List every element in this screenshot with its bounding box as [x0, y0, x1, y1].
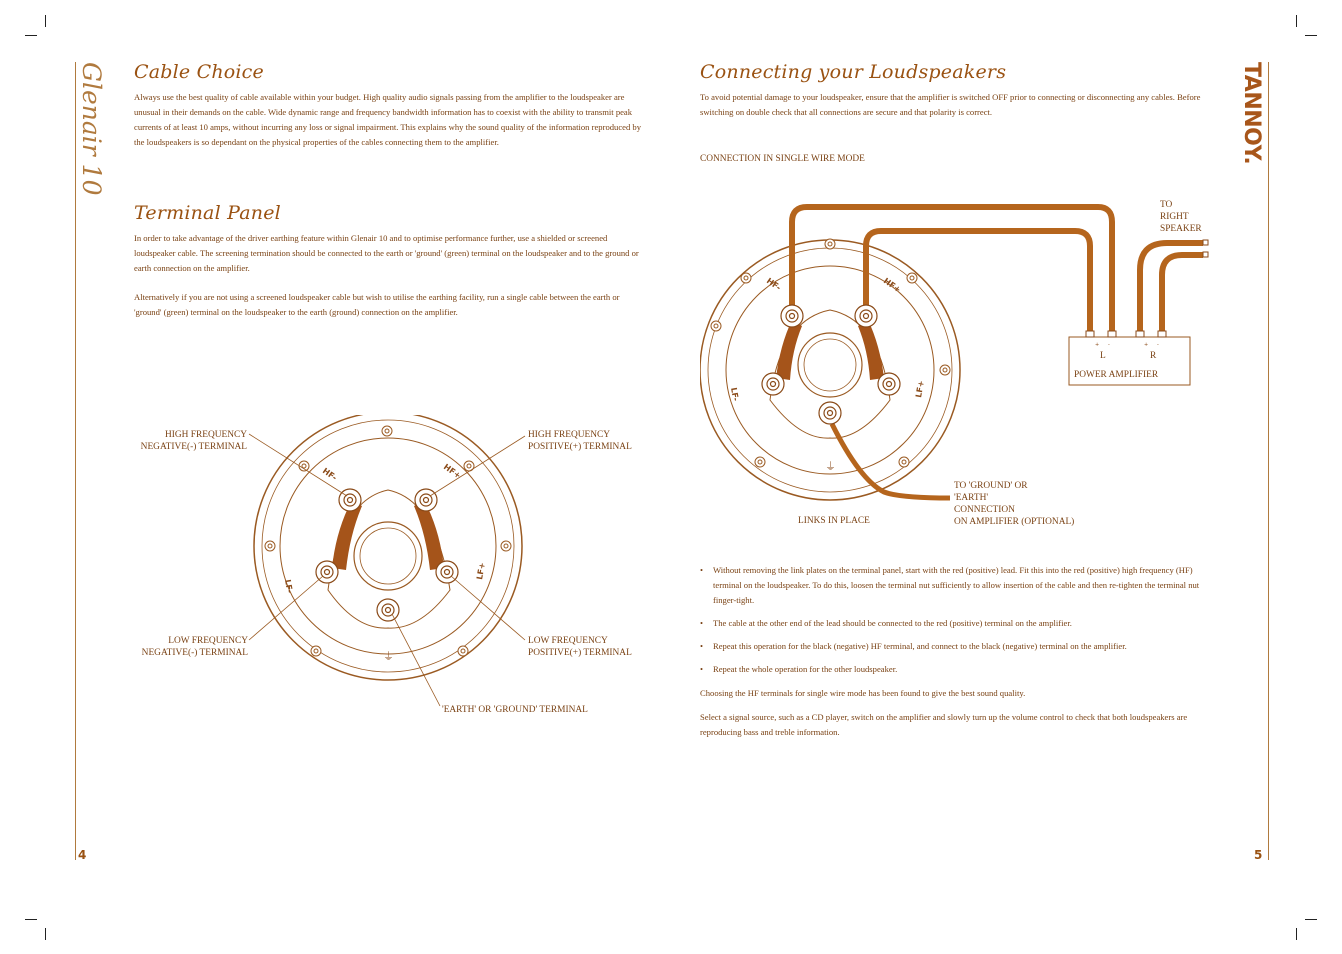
instruction-list [700, 563, 1210, 685]
amp-right-channel: R [1150, 351, 1157, 361]
crop-mark [25, 919, 37, 920]
hf-positive-label: HIGH FREQUENCY POSITIVE(+) TERMINAL [528, 430, 632, 452]
hf-terminals-note: Choosing the HF terminals for single wire mode has been found to give the best sound quality. [700, 688, 1026, 698]
terminal-panel-heading: Terminal Panel [134, 202, 281, 224]
tannoy-logo: TANNOY. [1239, 62, 1264, 165]
to-right-speaker-label: TO RIGHT SPEAKER [1160, 200, 1202, 234]
hf-pos-mark: HF+ [881, 276, 903, 295]
lf-neg-mark: LF- [729, 386, 741, 402]
connecting-intro: To avoid potential damage to your loudspeaker, ensure that the amplifier is switched OFF prior to connecting or disconnecting any cables. Before switching on double check that all connections are secure and that polarity is correct. [700, 92, 1201, 117]
cable-choice-heading: Cable Choice [134, 61, 264, 83]
crop-mark [45, 928, 46, 940]
terminal-panel-body-1: In order to take advantage of the driver earthing feature within Glenair 10 and to optimise performance further, use a shielded or screened loudspeaker cable. The screening termination should be connected to the earth or 'ground' (green) terminal on the loudspeaker and to the ground or earth connection on the amplifier. [134, 233, 639, 273]
ground-symbol: ⏚ [825, 460, 836, 473]
lf-negative-label: LOW FREQUENCY NEGATIVE(-) TERMINAL [141, 636, 248, 658]
terminal-panel-body-2: Alternatively if you are not using a screened loudspeaker cable but wish to utilise the earthing facility, run a single cable between the earth or 'ground' (green) terminal on the loudspeaker to the earth (ground) connection on the amplifier. [134, 292, 620, 317]
ground-connection-label: TO 'GROUND' OR 'EARTH' CONNECTION ON AMPLIFIER (OPTIONAL) [954, 481, 1075, 527]
ground-symbol: ⏚ [383, 650, 394, 663]
earth-terminal-label: 'EARTH' OR 'GROUND' TERMINAL [442, 705, 588, 715]
lf-pos-mark: LF+ [475, 561, 487, 581]
list-item: • Repeat the whole operation for the other loudspeaker. [700, 662, 1210, 677]
amp-left-channel: L [1100, 351, 1106, 361]
page-number-right: 5 [1254, 848, 1263, 862]
lf-neg-mark: LF- [283, 578, 295, 594]
lf-positive-label: LOW FREQUENCY POSITIVE(+) TERMINAL [528, 636, 632, 658]
crop-mark [1305, 35, 1317, 36]
crop-mark [1296, 928, 1297, 940]
list-item: • Without removing the link plates on the terminal panel, start with the red (positive) lead. Fit this into the red (positive) high frequency (HF) terminal on the loudspeaker. To do this, loosen the terminal nut sufficiently to allow insertion of the cable and then re-tighten the terminal nut finger-tight. [700, 563, 1210, 608]
cable-choice-body: Always use the best quality of cable available within your budget. High quality audio signals passing from the amplifier to the loudspeaker are unusual in their demands on the cable. Wide dynamic range and frequency bandwidth information has to coexist with the ability to transmit peak currents of at least 10 amps, without incurring any loss or signal impairment. This explains why the sound quality of the information reproduced by the loudspeakers is so dependant on the physical properties of the cables connecting them to the amplifier. [134, 92, 642, 147]
amp-l-minus: - [1108, 342, 1110, 348]
hf-pos-mark: HF+ [441, 462, 463, 481]
signal-source-note: Select a signal source, such as a CD player, switch on the amplifier and slowly turn up the volume control to check that both loudspeakers are reproducing bass and treble information. [700, 712, 1188, 737]
side-title: Glenair 10 [77, 62, 106, 196]
crop-mark [25, 35, 37, 36]
right-margin-rule [1268, 62, 1269, 860]
crop-mark [1305, 919, 1317, 920]
crop-mark [45, 15, 46, 27]
hf-neg-mark: HF- [320, 466, 339, 483]
single-wire-subheading: CONNECTION IN SINGLE WIRE MODE [700, 154, 865, 164]
power-amplifier-label: POWER AMPLIFIER [1074, 370, 1159, 380]
hf-negative-label: HIGH FREQUENCY NEGATIVE(-) TERMINAL [140, 430, 247, 452]
amp-r-plus: + [1144, 342, 1149, 348]
connecting-heading: Connecting your Loudspeakers [700, 61, 1007, 83]
links-in-place-label: LINKS IN PLACE [798, 516, 870, 526]
hf-neg-mark: HF- [764, 276, 783, 293]
amp-l-plus: + [1095, 342, 1100, 348]
left-margin-rule [75, 62, 76, 860]
page-number-left: 4 [78, 848, 87, 862]
list-item: • The cable at the other end of the lead should be connected to the red (positive) terminal on the amplifier. [700, 616, 1210, 631]
lf-pos-mark: LF+ [914, 379, 926, 399]
terminal-panel-diagram [130, 415, 650, 715]
amp-r-minus: - [1157, 342, 1159, 348]
crop-mark [1296, 15, 1297, 27]
list-item: • Repeat this operation for the black (negative) HF terminal, and connect to the black (negative) terminal on the amplifier. [700, 639, 1210, 654]
